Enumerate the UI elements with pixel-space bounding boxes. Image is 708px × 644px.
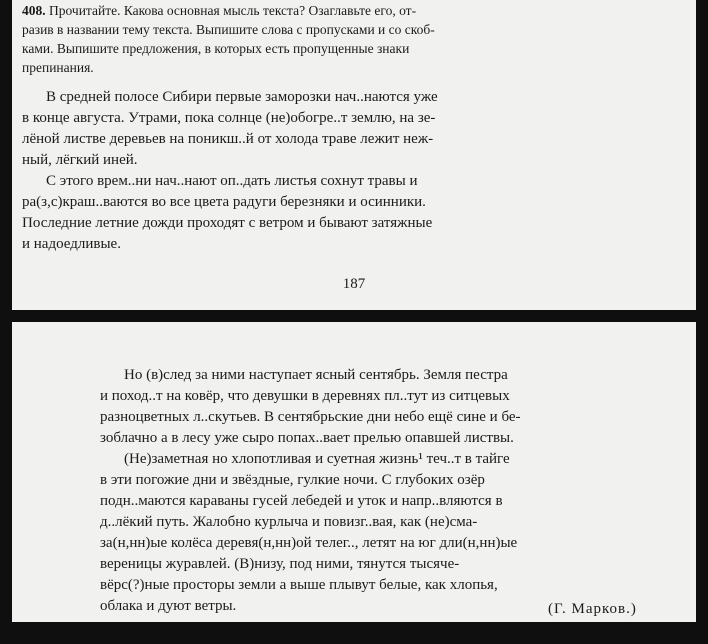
task-line-3: ками. Выпишите предложения, в которых есть пропущенные знаки — [22, 41, 410, 56]
text-line: и надоедливые. — [22, 236, 121, 252]
text-line: д..лёкий путь. Жалобно курлыча и повизг..вая, как (не)сма- — [100, 514, 478, 530]
text-line: подн..маются караваны гусей лебедей и уток и напр..вляются в — [100, 493, 503, 509]
page-bottom — [12, 322, 696, 622]
text-line: Последние летние дожди проходят с ветром и бывают затяжные — [22, 215, 433, 231]
text-line: С этого врем..ни нач..нают оп..дать листья сохнут травы и — [46, 173, 418, 189]
task-line-4: препинания. — [22, 60, 94, 75]
text-line: лёной листве деревьев на поникш..й от холода траве лежит неж- — [22, 131, 434, 147]
text-line: в конце августа. Утрами, пока солнце (не)обогре..т землю, на зе- — [22, 110, 436, 126]
page-top — [12, 0, 696, 310]
task-line-1: 408. Прочитайте. Какова основная мысль текста? Озаглавьте его, от- — [22, 3, 417, 18]
text-line: ра(з,с)краш..ваются во все цвета радуги березняки и осинники. — [22, 194, 426, 210]
text-line: В средней полосе Сибири первые заморозки нач..наются уже — [46, 89, 438, 105]
text-line: разноцветных л..скутьев. В сентябрьские дни небо ещё сине и бе- — [100, 409, 521, 425]
text-line: в эти погожие дни и звёздные, гулкие ночи. С глубоких озёр — [100, 472, 485, 488]
text-line: за(н,нн)ые колёса деревя(н,нн)ой телег.., летят на юг дли(н,нн)ые — [100, 535, 518, 551]
text-line: и поход..т на ковёр, что девушки в деревнях пл..тут из ситцевых — [100, 388, 510, 404]
text-line: (Не)заметная но хлопотливая и суетная жизнь¹ теч..т в тайге — [124, 451, 510, 467]
page-number: 187 — [342, 276, 366, 292]
text-line: Но (в)след за ними наступает ясный сентябрь. Земля пестра — [124, 367, 508, 383]
task-line-2: разив в названии тему текста. Выпишите слова с пропусками и со скоб- — [22, 22, 435, 37]
author-attribution: (Г. Марков.) — [548, 601, 637, 617]
text-line: зоблачно а в лесу уже сыро попах..вает прелью опавшей листвы. — [100, 430, 514, 446]
text-line: вереницы журавлей. (В)низу, под ними, тянутся тысяче- — [100, 556, 460, 572]
text-line: ный, лёгкий иней. — [22, 152, 138, 168]
text-line: облака и дуют ветры. — [100, 598, 237, 614]
task-number: 408. — [22, 3, 46, 18]
text-line: вёрс(?)ные просторы земли а выше плывут белые, как хлопья, — [100, 577, 498, 593]
